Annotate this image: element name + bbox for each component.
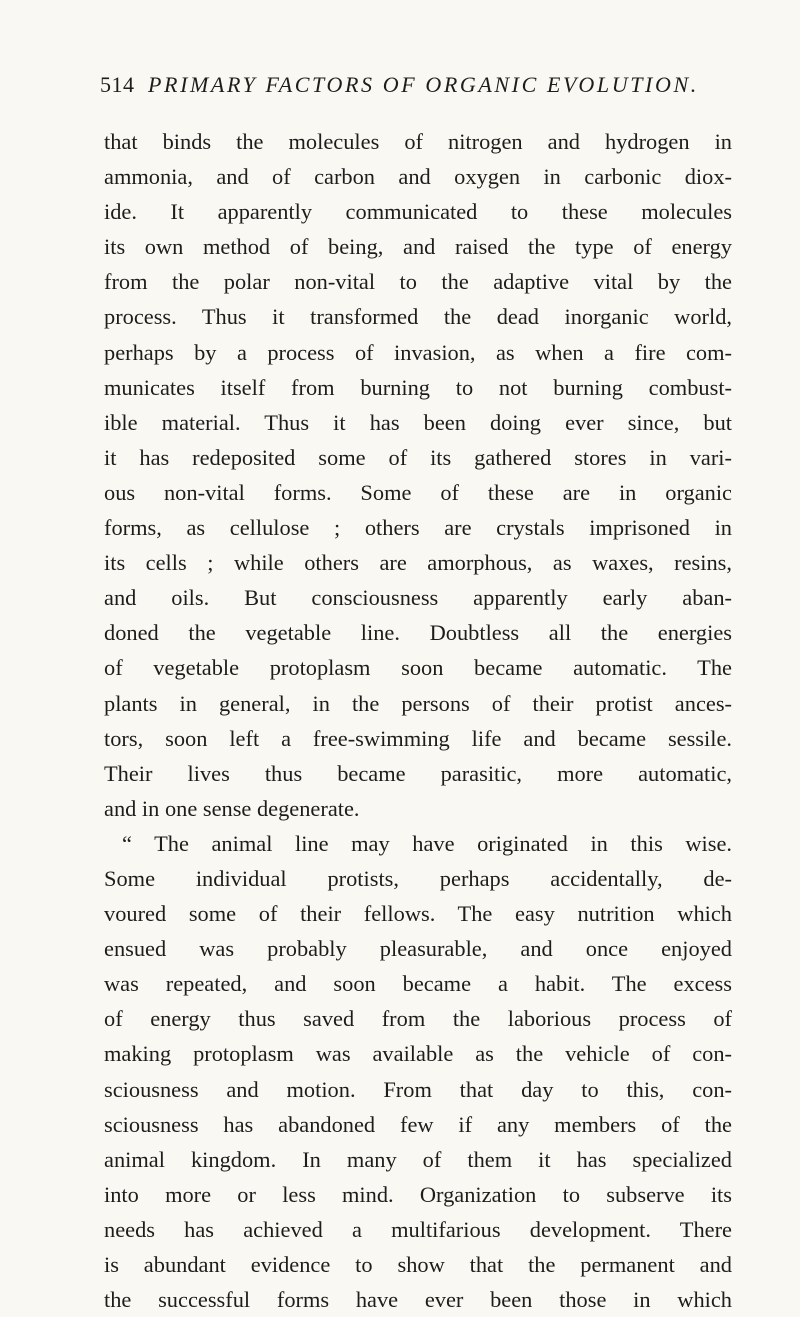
text-line: sciousness has abandoned few if any members of the [104,1111,732,1137]
text-line: and oils. But consciousness apparently early aban- [104,585,732,611]
text-line: is abundant evidence to show that the permanent and [104,1252,732,1277]
text-line: its cells ; while others are amorphous, as waxes, resins, [104,550,732,576]
body-text [104,124,732,1317]
text-line: ide. It apparently communicated to these molecules [104,199,732,225]
running-title: PRIMARY FACTORS OF ORGANIC EVOLUTION. [148,72,699,97]
text-line: Some individual protists, perhaps accidentally, de- [104,865,732,891]
text-line: needs has achieved a multifarious development. There [104,1216,732,1242]
running-head [100,72,720,112]
text-line: forms, as cellulose ; others are crystals imprisoned in [104,515,732,541]
text-line: of energy thus saved from the laborious process of [104,1006,732,1032]
text-line: sciousness and motion. From that day to this, con- [104,1076,732,1102]
text-line: ous non-vital forms. Some of these are in organic [104,479,732,505]
text-line: was repeated, and soon became a habit. The excess [104,971,732,997]
text-line: its own method of being, and raised the type of energy [104,234,732,260]
text-line: municates itself from burning to not burning combust- [104,374,732,400]
text-line: the successful forms have ever been those in which [104,1287,732,1313]
text-line: doned the vegetable line. Doubtless all the energies [104,620,732,646]
text-line: tors, soon left a free-swimming life and became sessile. [104,725,732,751]
text-line: into more or less mind. Organization to subserve its [104,1181,732,1207]
text-line: from the polar non-vital to the adaptive vital by the [104,269,732,295]
page-number: 514 [100,72,135,97]
text-line: making protoplasm was available as the vehicle of con- [104,1041,732,1067]
text-line: voured some of their fellows. The easy nutrition which [104,901,732,927]
text-line: ammonia, and of carbon and oxygen in carbonic diox- [104,164,732,190]
paragraph-start-line: “ The animal line may have originated in this wise. [122,830,732,856]
text-line: plants in general, in the persons of their protist ances- [104,690,732,716]
text-line: ensued was probably pleasurable, and once enjoyed [104,936,732,962]
text-line: animal kingdom. In many of them it has specialized [104,1146,732,1172]
text-line: that binds the molecules of nitrogen and hydrogen in [104,129,732,154]
paragraph-end-line: and in one sense degenerate. [104,795,360,821]
text-line: of vegetable protoplasm soon became automatic. The [104,655,732,681]
text-line: it has redeposited some of its gathered stores in vari- [104,444,732,470]
text-line: process. Thus it transformed the dead inorganic world, [104,304,732,330]
text-line: ible material. Thus it has been doing ever since, but [104,409,732,435]
text-line: Their lives thus became parasitic, more automatic, [104,760,732,786]
text-line: perhaps by a process of invasion, as when a fire com- [104,339,732,365]
